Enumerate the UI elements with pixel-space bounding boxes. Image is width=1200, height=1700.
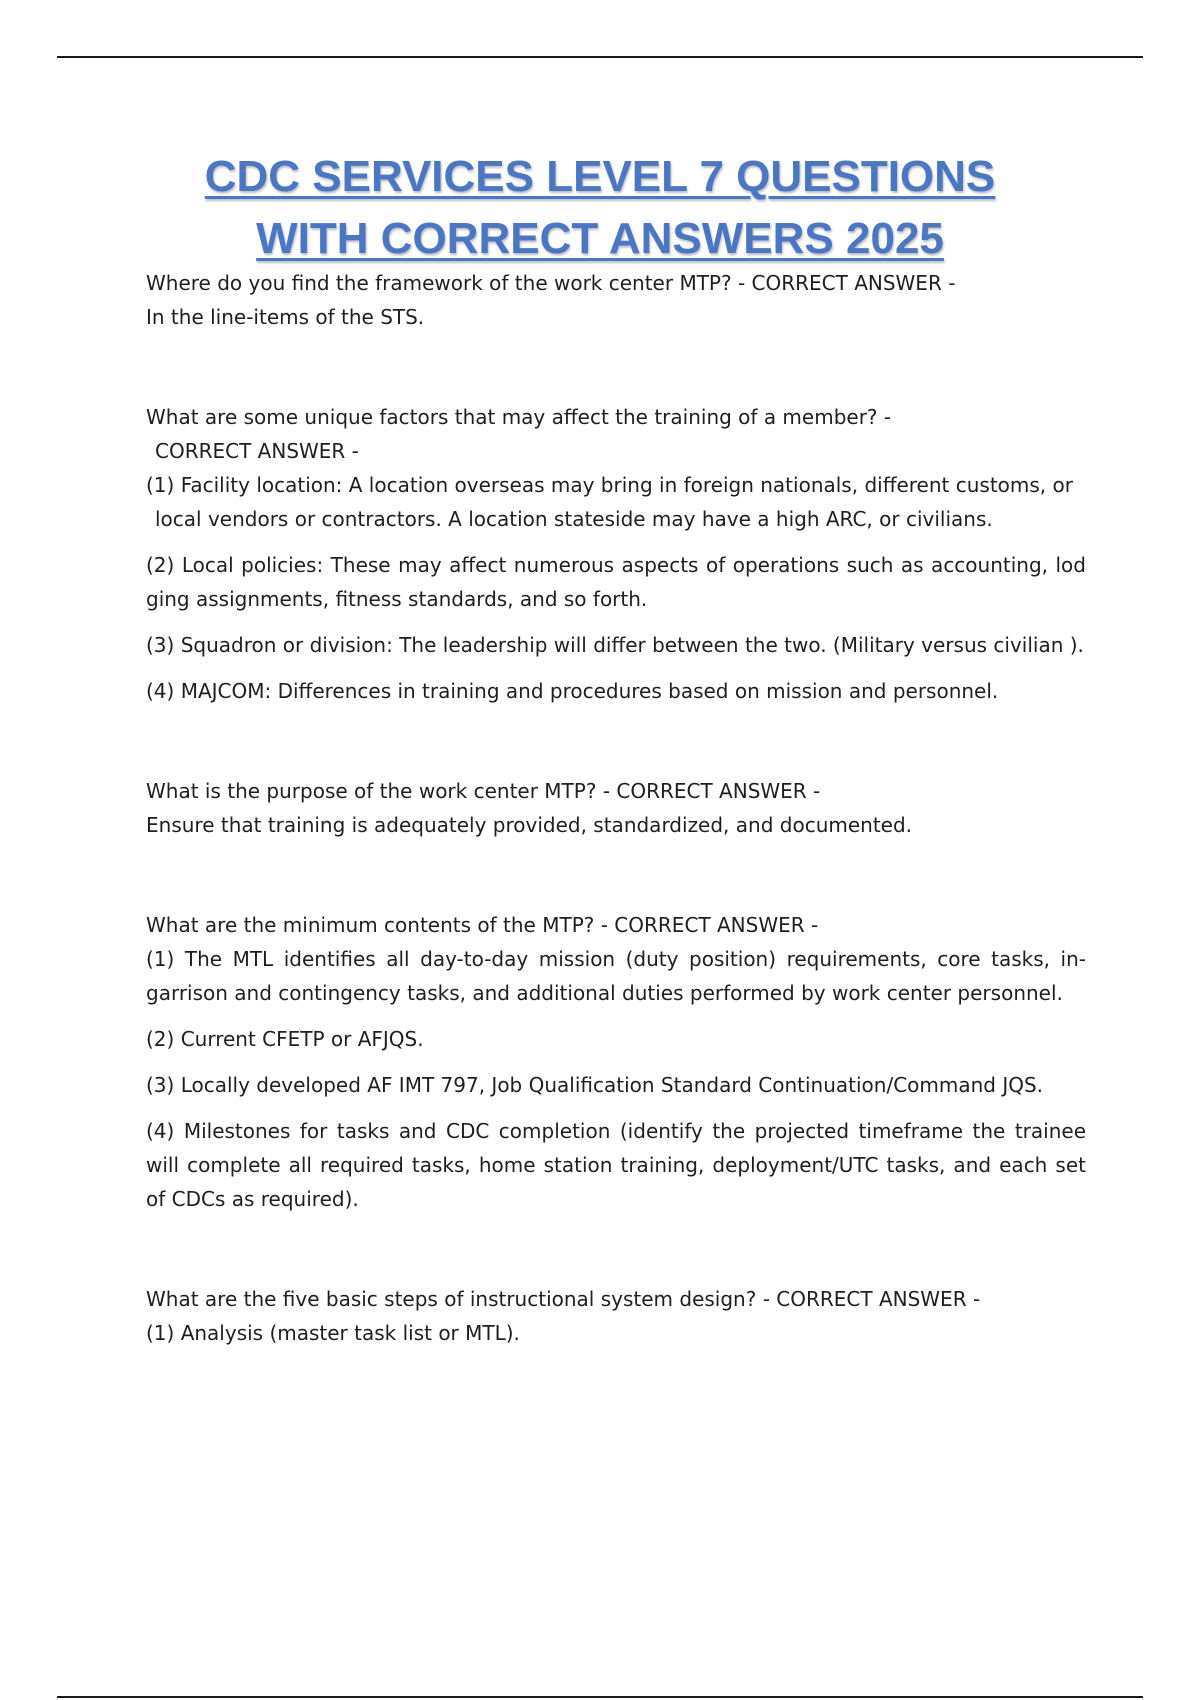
answer: Ensure that training is adequately provided, standardized, and documented. — [146, 813, 913, 837]
question: What are the five basic steps of instructional system design? - CORRECT ANSWER - — [146, 1287, 981, 1311]
question: What are some unique factors that may affect the training of a member? - — [146, 405, 892, 429]
question: What are the minimum contents of the MTP? - CORRECT ANSWER - — [146, 913, 819, 937]
title-line-2: WITH CORRECT ANSWERS 2025 — [256, 214, 944, 263]
answer-item-line: local vendors or contractors. A location stateside may have a high ARC, or civilians. — [155, 507, 993, 531]
answer-item — [146, 468, 1086, 536]
qa-block-2 — [146, 400, 1086, 708]
answer-item: (3) Squadron or division: The leadership will differ between the two. (Military versus civilian ). — [146, 633, 1084, 657]
answer-item: (4) MAJCOM: Differences in training and procedures based on mission and personnel. — [146, 679, 999, 703]
qa-block-4 — [146, 908, 1086, 1216]
answer-label: CORRECT ANSWER - — [155, 439, 359, 463]
answer-item: (1) The MTL identifies all day-to-day mission (duty position) requirements, core tasks, in- garrison and contingency tasks, and additional duties performed by work center personnel. — [146, 947, 1086, 1005]
title-line-1: CDC SERVICES LEVEL 7 QUESTIONS — [204, 152, 996, 201]
answer: (1) Analysis (master task list or MTL). — [146, 1321, 520, 1345]
answer-item: (4) Milestones for tasks and CDC completion (identify the projected timeframe the trainee will complete all required tasks, home station training, deployment/UTC tasks, and each set of CDCs as required). — [146, 1119, 1086, 1211]
header-rule — [57, 56, 1143, 58]
document-body — [146, 266, 1086, 1416]
qa-block-1 — [146, 266, 1086, 334]
document-title — [100, 146, 1100, 270]
qa-block-3 — [146, 774, 1086, 842]
question: What is the purpose of the work center MTP? - CORRECT ANSWER - — [146, 779, 821, 803]
answer-item-line: (1) Facility location: A location overseas may bring in foreign nationals, different customs, or — [146, 473, 1073, 497]
answer: In the line-items of the STS. — [146, 305, 425, 329]
qa-block-5 — [146, 1282, 1086, 1350]
answer-item: (2) Local policies: These may affect numerous aspects of operations such as accounting, lod ging assignments, fitness standards, and so forth. — [146, 553, 1086, 611]
answer-item: (3) Locally developed AF IMT 797, Job Qualification Standard Continuation/Command JQS. — [146, 1073, 1044, 1097]
answer-item: (2) Current CFETP or AFJQS. — [146, 1027, 424, 1051]
question: Where do you find the framework of the work center MTP? - CORRECT ANSWER - — [146, 271, 956, 295]
footer-rule — [57, 1696, 1143, 1698]
